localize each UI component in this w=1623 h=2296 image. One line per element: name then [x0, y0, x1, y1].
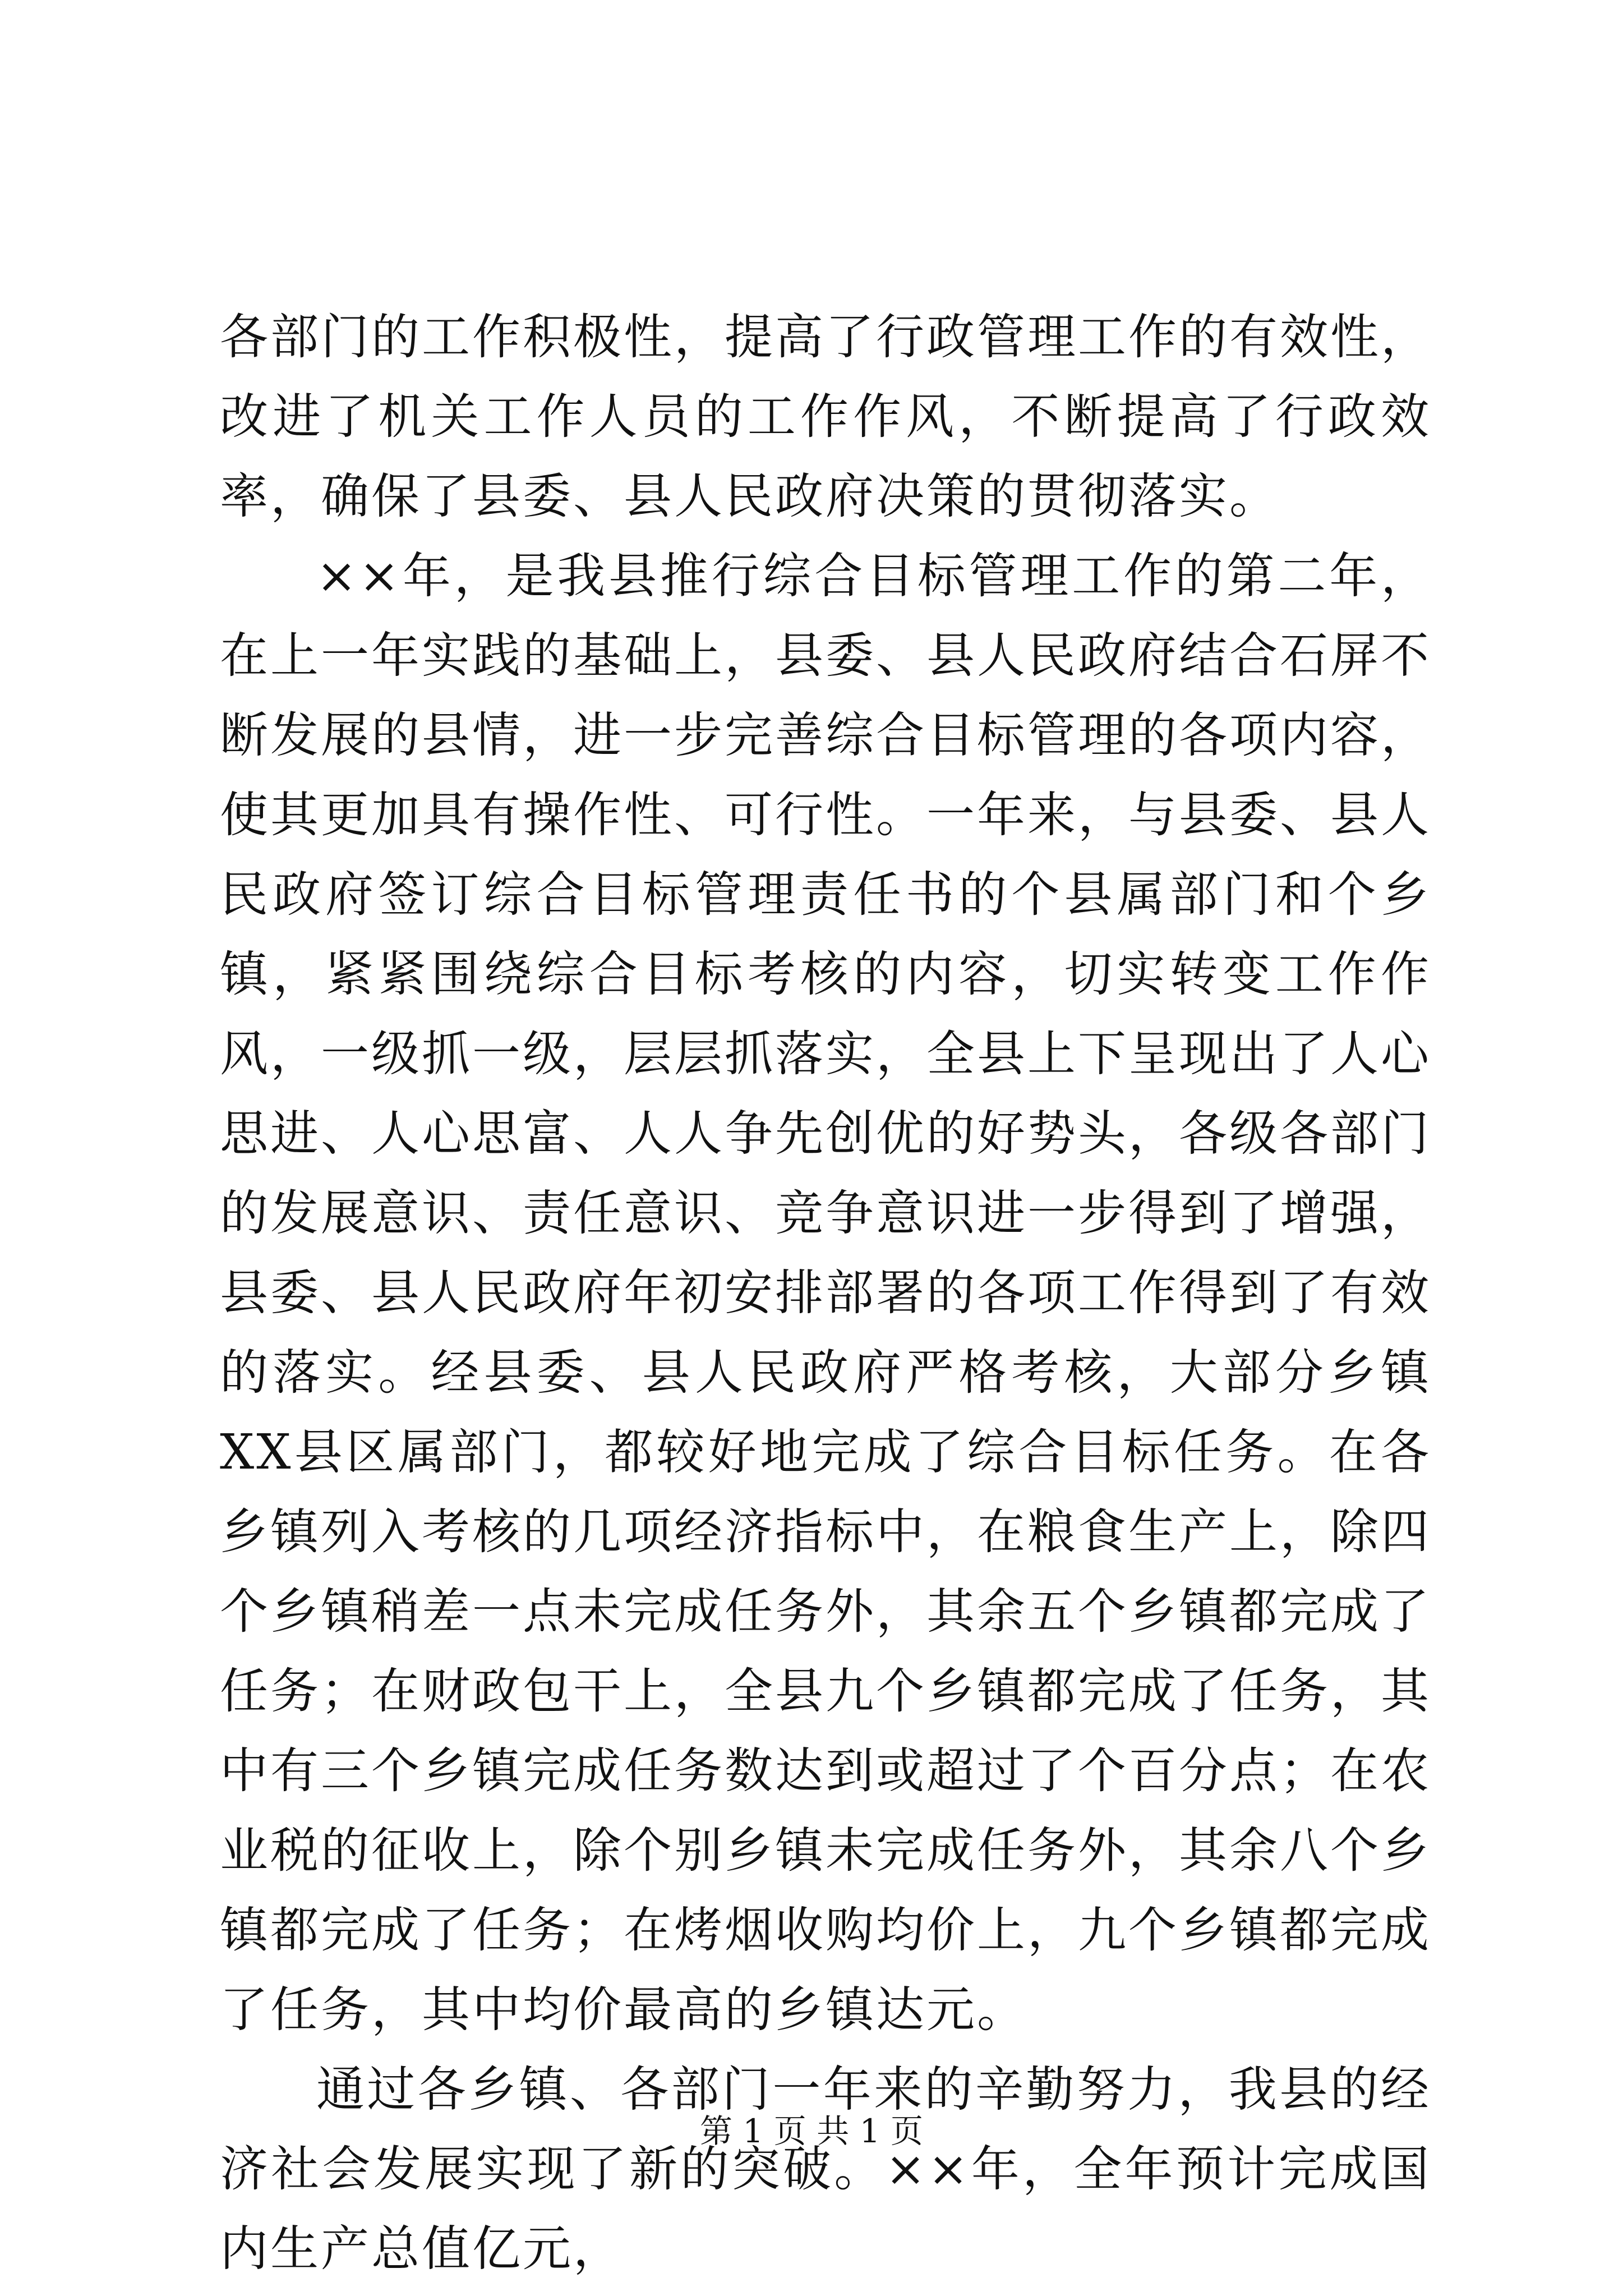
paragraph-3: 通过各乡镇、各部门一年来的辛勤努力，我县的经济社会发展实现了新的突破。××年，全年预计完成国内生产总值亿元，	[220, 2062, 1431, 2277]
paragraph-2: ××年，是我县推行综合目标管理工作的第二年，在上一年实践的基础上，县委、县人民政府结合石屏不断发展的县情，进一步完善综合目标管理的各项内容，使其更加具有操作性、可行性。一年来，与县委、县人民政府签订综合目标管理责任书的个县属部门和个乡镇，紧紧围绕综合目标考核的内容，切实转变工作作风，一级抓一级，层层抓落实，全县上下呈现出了人心思进、人心思富、人人争先创优的好势头，各级各部门的发展意识、责任意识、竞争意识进一步得到了增强，县委、县人民政府年初安排部署的各项工作得到了有效的落实。经县委、县人民政府严格考核，大部分乡镇XX县区属部门，都较好地完成了综合目标任务。在各乡镇列入考核的几项经济指标中，在粮食生产上，除四个乡镇稍差一点未完成任务外，其余五个乡镇都完成了任务；在财政包干上，全县九个乡镇都完成了任务，其中有三个乡镇完成任务数达到或超过了个百分点；在农业税的征收上，除个别乡镇未完成任务外，其余八个乡镇都完成了任务；在烤烟收购均价上，九个乡镇都完成了任务，其中均价最高的乡镇达元。	[220, 548, 1431, 2038]
document-body	[220, 297, 1431, 2289]
paragraph-1: 各部门的工作积极性，提高了行政管理工作的有效性，改进了机关工作人员的工作作风，不断提高了行政效率，确保了县委、县人民政府决策的贯彻落实。	[220, 309, 1431, 524]
page-footer: 第 1 页 共 1 页	[700, 2112, 923, 2150]
